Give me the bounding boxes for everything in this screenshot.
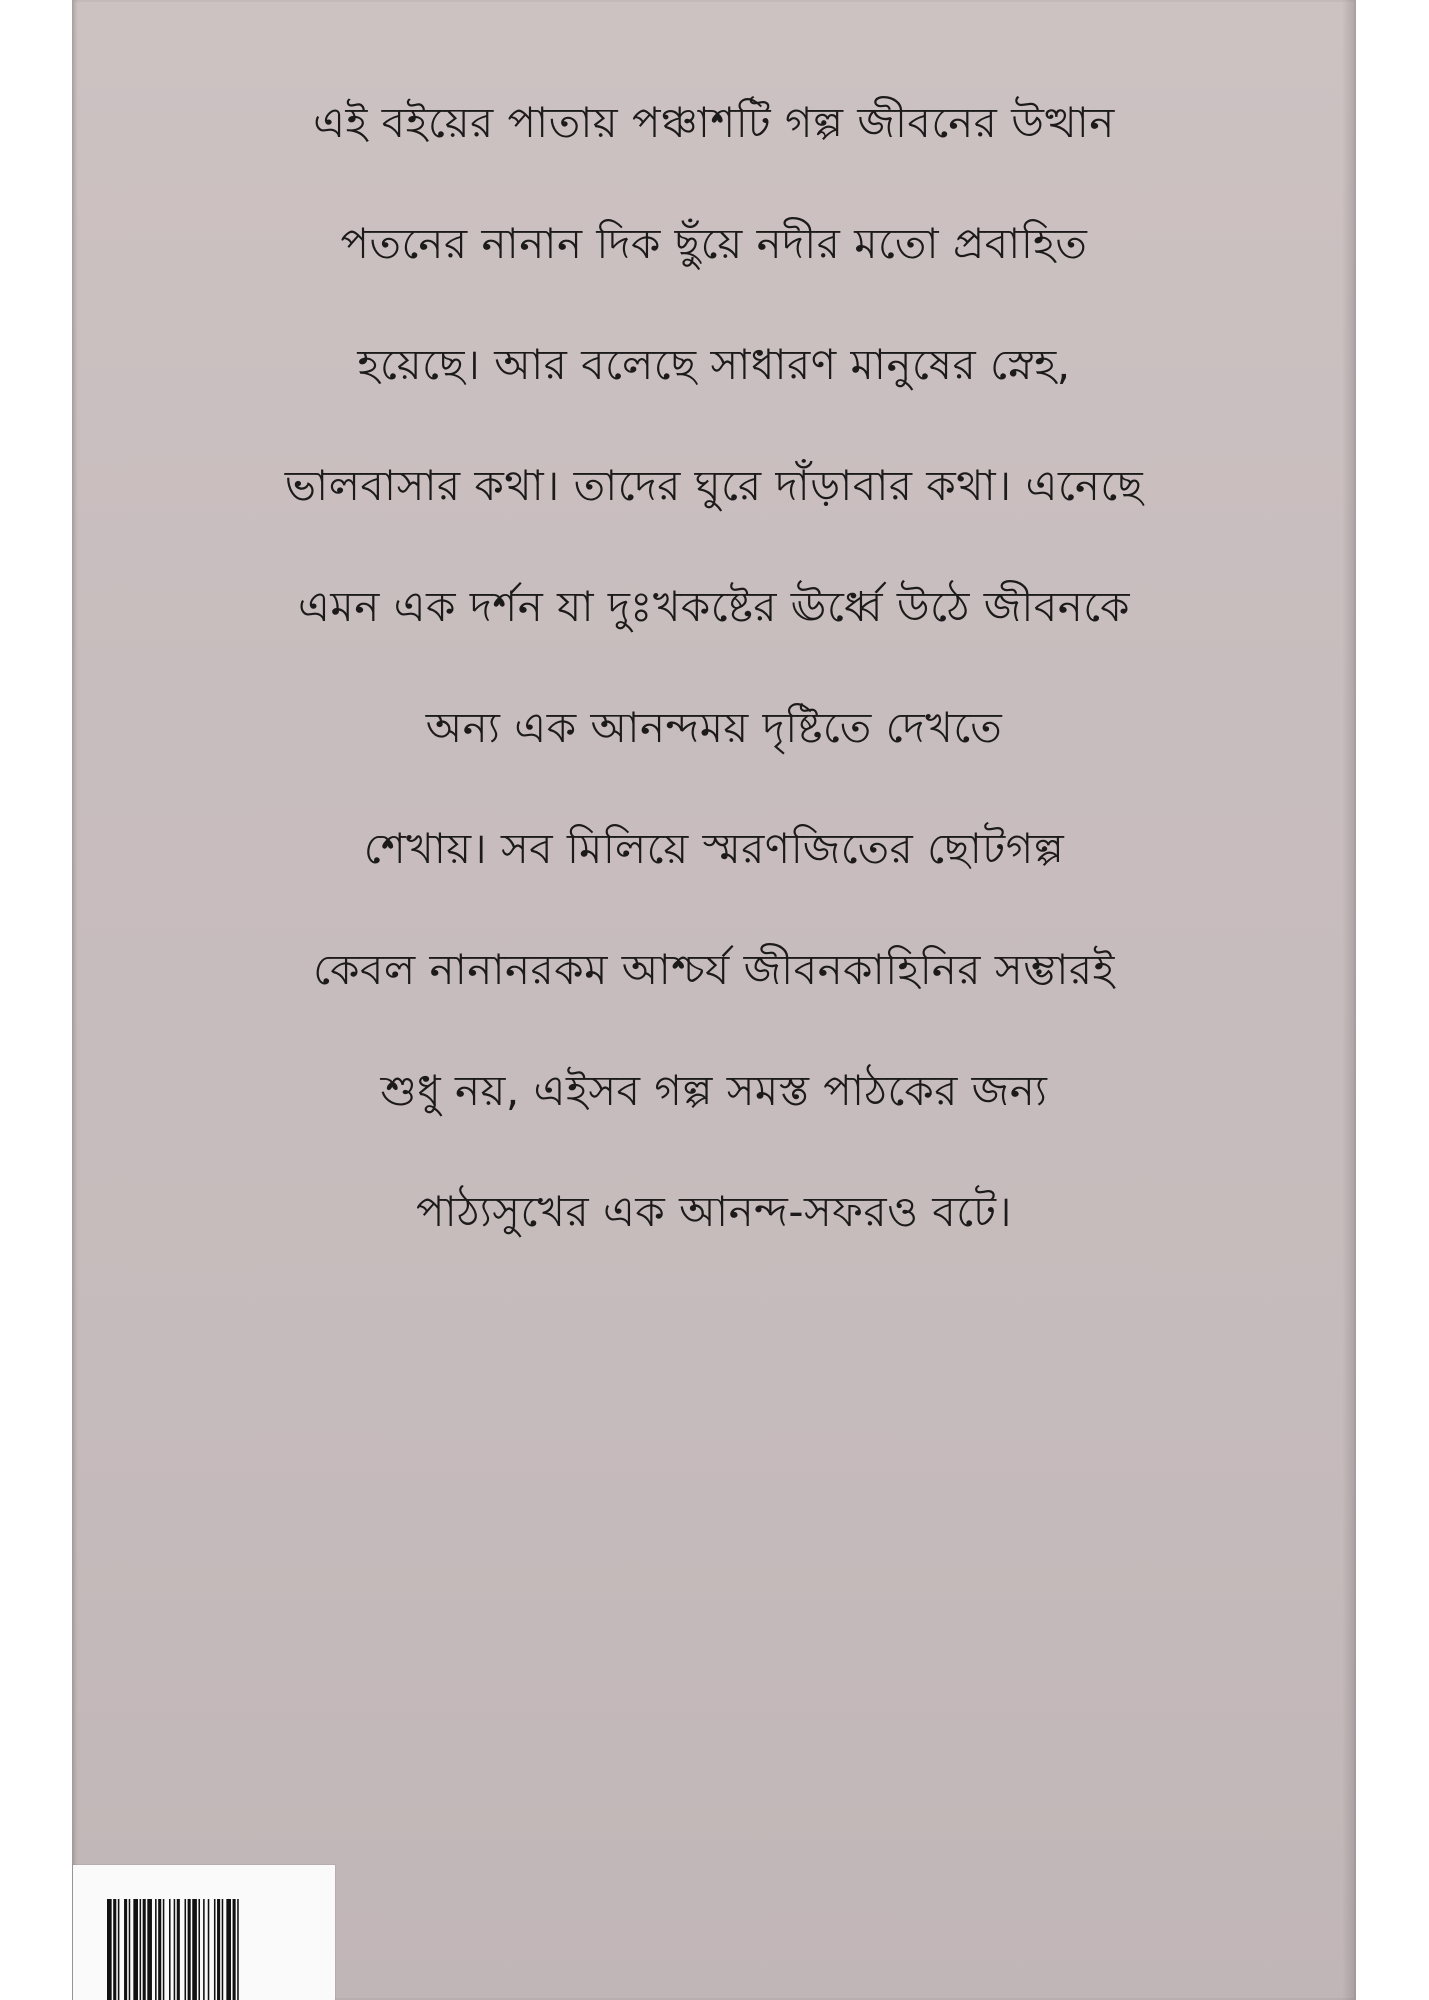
barcode-label xyxy=(73,1865,335,2000)
barcode-bar xyxy=(217,1899,220,2000)
barcode-bar xyxy=(163,1899,165,2000)
barcode-bar xyxy=(214,1899,216,2000)
blurb-line: হয়েছে। আর বলেছে সাধারণ মানুষের স্নেহ, xyxy=(357,340,1071,389)
barcode-bar xyxy=(155,1899,157,2000)
barcode-bar xyxy=(133,1899,138,2000)
blurb-line: অন্য এক আনন্দময় দৃষ্টিতে দেখতে xyxy=(425,703,1003,752)
barcode-bar xyxy=(185,1899,187,2000)
blurb-line: এমন এক দর্শন যা দুঃখকষ্টের ঊর্ধ্বে উঠে জীবনকে xyxy=(297,582,1131,631)
barcode-bar xyxy=(147,1899,152,2000)
barcode-bar xyxy=(124,1899,127,2000)
barcode-bar xyxy=(143,1899,146,2000)
barcode-bar xyxy=(107,1899,112,2000)
blurb-line: এই বইয়ের পাতায় পঞ্চাশটি গল্প জীবনের উত্থান xyxy=(313,98,1115,147)
barcode-bar xyxy=(158,1899,161,2000)
barcode-bar xyxy=(237,1899,239,2000)
barcode-bar xyxy=(140,1899,142,2000)
barcode-bar xyxy=(174,1899,176,2000)
book-back-cover xyxy=(72,0,1356,2000)
barcode-bar xyxy=(198,1899,200,2000)
blurb-line: কেবল নানানরকম আশ্চর্য জীবনকাহিনির সম্ভারই xyxy=(313,945,1115,994)
barcode-bar xyxy=(113,1899,116,2000)
blurb-text xyxy=(72,62,1356,1272)
barcode-bar xyxy=(177,1899,180,2000)
barcode-icon xyxy=(107,1899,307,2000)
barcode-bar xyxy=(188,1899,191,2000)
barcode-bar xyxy=(222,1899,224,2000)
blurb-line: পতনের নানান দিক ছুঁয়ে নদীর মতো প্রবাহিত xyxy=(340,219,1088,268)
barcode-bar xyxy=(118,1899,120,2000)
blurb-line: ভালবাসার কথা। তাদের ঘুরে দাঁড়াবার কথা। এনেছে xyxy=(284,461,1144,510)
barcode-bar xyxy=(169,1899,171,2000)
barcode-bar xyxy=(203,1899,205,2000)
blurb-line: পাঠ্যসুখের এক আনন্দ-সফরও বটে। xyxy=(415,1187,1013,1236)
barcode-bar xyxy=(208,1899,210,2000)
blurb-line: শেখায়। সব মিলিয়ে স্মরণজিতের ছোটগল্প xyxy=(363,824,1065,873)
blurb-line: শুধু নয়, এইসব গল্প সমস্ত পাঠকের জন্য xyxy=(380,1066,1048,1115)
barcode-bar xyxy=(226,1899,231,2000)
barcode-bar xyxy=(192,1899,197,2000)
barcode-bar xyxy=(129,1899,131,2000)
barcode-bar xyxy=(233,1899,236,2000)
